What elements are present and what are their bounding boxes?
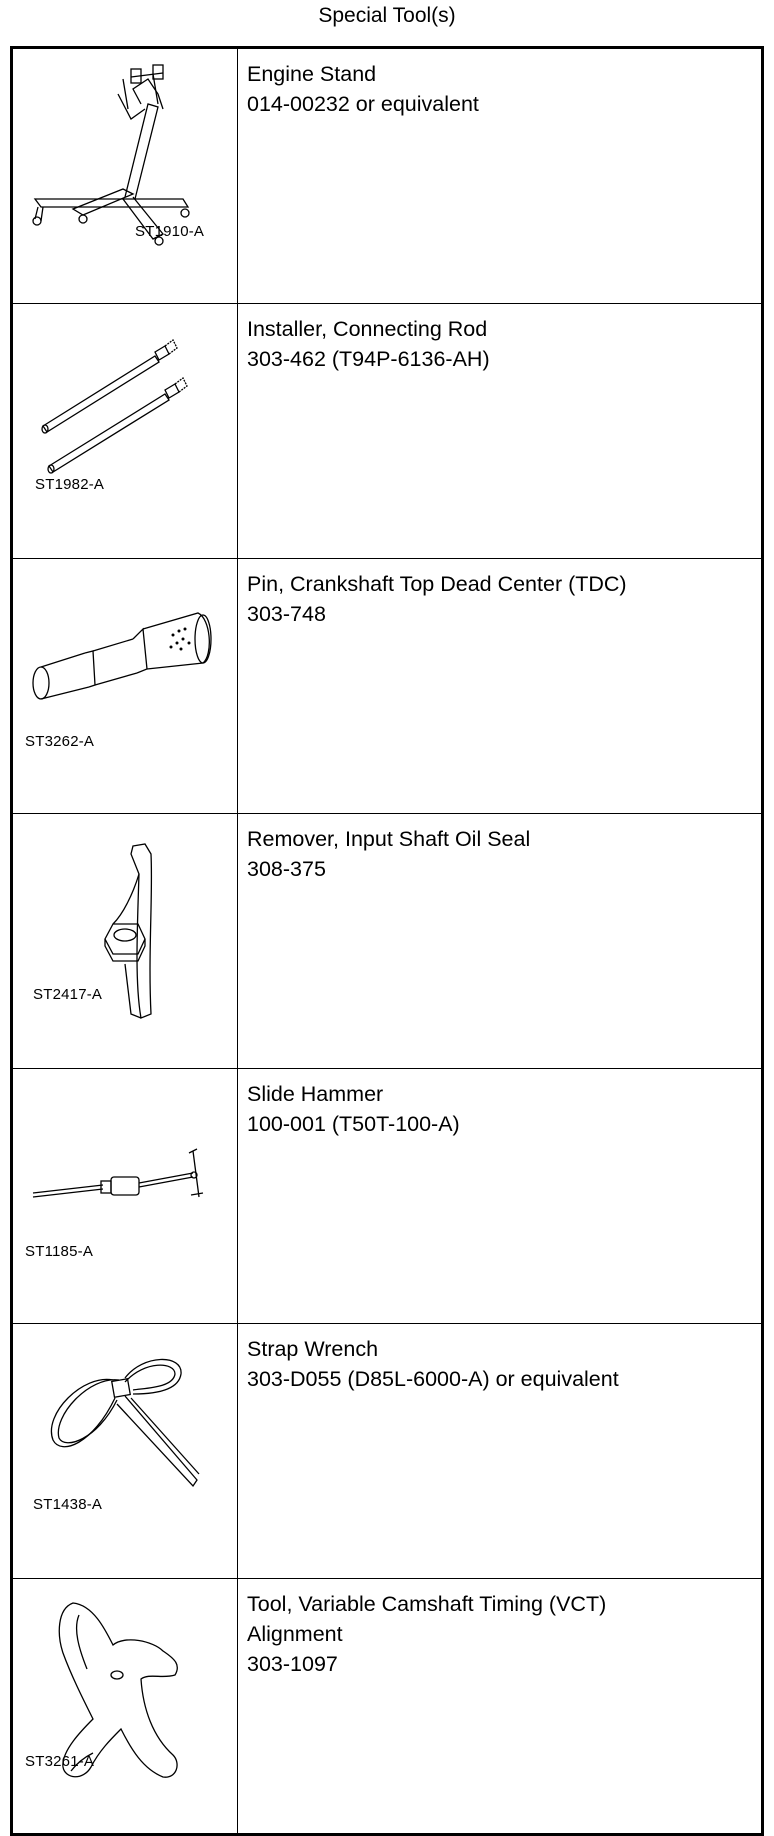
tool-image-code: ST1185-A (25, 1243, 94, 1260)
engine-stand-icon (13, 49, 237, 293)
tool-name-continued: Alignment (247, 1622, 343, 1646)
tool-description (238, 814, 763, 1069)
tool-image-code: ST1982-A (35, 476, 105, 493)
slide-hammer-icon (13, 1069, 237, 1313)
tool-name: Installer, Connecting Rod (247, 317, 488, 341)
tool-number: 303-D055 (D85L-6000-A) or equivalent (247, 1367, 619, 1391)
tool-image-cell (12, 559, 238, 814)
tool-image-cell (12, 48, 238, 304)
table-row (12, 814, 763, 1069)
table-row (12, 1579, 763, 1835)
tool-image-code: ST3262-A (25, 733, 95, 750)
tool-description (238, 1324, 763, 1579)
tool-name: Remover, Input Shaft Oil Seal (247, 827, 531, 851)
table-row (12, 48, 763, 304)
tool-description (238, 48, 763, 304)
tool-number: 100-001 (T50T-100-A) (247, 1112, 460, 1136)
strap-wrench-icon (13, 1324, 237, 1568)
tool-number: 303-462 (T94P-6136-AH) (247, 347, 490, 371)
tool-name: Tool, Variable Camshaft Timing (VCT) (247, 1592, 607, 1616)
table-row (12, 304, 763, 559)
oil-seal-remover-icon (13, 814, 237, 1058)
tool-image-cell (12, 1579, 238, 1835)
tool-number: 308-375 (247, 857, 326, 881)
tool-description (238, 1069, 763, 1324)
tool-description (238, 1579, 763, 1835)
tool-image-code: ST1438-A (33, 1496, 103, 1513)
tool-image-code: ST3261-A (25, 1753, 95, 1770)
tool-image-cell (12, 304, 238, 559)
tool-name: Strap Wrench (247, 1337, 379, 1361)
tool-name: Pin, Crankshaft Top Dead Center (TDC) (247, 572, 627, 596)
tool-image-cell (12, 1324, 238, 1579)
tool-image-cell (12, 1069, 238, 1324)
tool-name: Slide Hammer (247, 1082, 384, 1106)
tool-description (238, 559, 763, 814)
tool-name: Engine Stand (247, 62, 377, 86)
special-tools-table (10, 46, 764, 1836)
tool-image-code: ST2417-A (33, 986, 103, 1003)
table-row (12, 559, 763, 814)
tool-number: 303-748 (247, 602, 326, 626)
tool-number: 014-00232 or equivalent (247, 92, 479, 116)
tool-image-code: ST1910-A (135, 223, 205, 240)
crankshaft-tdc-pin-icon (13, 559, 237, 803)
page-title: Special Tool(s) (318, 4, 456, 27)
table-row (12, 1069, 763, 1324)
vct-alignment-tool-icon (13, 1579, 237, 1823)
tool-description (238, 304, 763, 559)
table-row (12, 1324, 763, 1579)
tool-number: 303-1097 (247, 1652, 338, 1676)
tool-image-cell (12, 814, 238, 1069)
connecting-rod-installer-icon (13, 304, 237, 548)
